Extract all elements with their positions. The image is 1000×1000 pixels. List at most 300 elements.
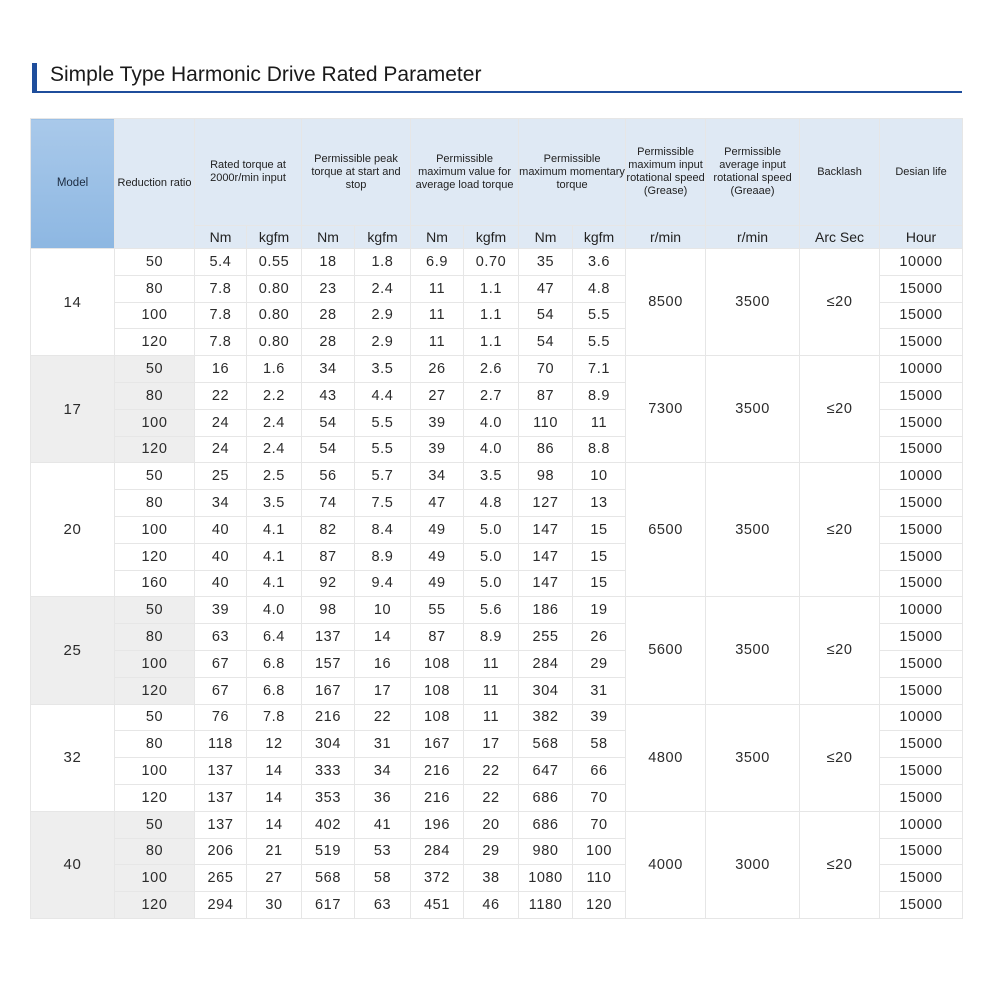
momentary-torque-nm-cell: 284 — [519, 650, 573, 677]
peak-torque-nm-cell: 28 — [302, 302, 355, 329]
average-torque-kgfm-cell: 3.5 — [464, 463, 519, 490]
design-life-cell: 15000 — [880, 650, 963, 677]
design-life-cell: 15000 — [880, 624, 963, 651]
peak-torque-kgfm-cell: 5.5 — [355, 409, 411, 436]
momentary-torque-kgfm-cell: 66 — [573, 758, 626, 785]
design-life-cell: 15000 — [880, 382, 963, 409]
table-header — [31, 119, 963, 249]
average-torque-nm-cell: 11 — [411, 329, 464, 356]
peak-torque-kgfm-cell: 5.5 — [355, 436, 411, 463]
peak-torque-kgfm-cell: 36 — [355, 784, 411, 811]
rated-torque-nm-cell: 137 — [195, 811, 247, 838]
average-torque-kgfm-cell: 5.0 — [464, 543, 519, 570]
peak-torque-kgfm-cell: 3.5 — [355, 356, 411, 383]
header-rated-torque: Rated torque at 2000r/min input — [195, 119, 302, 226]
peak-torque-nm-cell: 137 — [302, 624, 355, 651]
average-torque-kgfm-cell: 11 — [464, 677, 519, 704]
average-torque-nm-cell: 49 — [411, 543, 464, 570]
rated-torque-kgfm-cell: 0.80 — [247, 302, 302, 329]
peak-torque-kgfm-cell: 34 — [355, 758, 411, 785]
rated-torque-nm-cell: 294 — [195, 892, 247, 919]
reduction-ratio-cell: 50 — [115, 249, 195, 276]
momentary-torque-kgfm-cell: 8.9 — [573, 382, 626, 409]
avg-input-speed-cell: 3500 — [706, 597, 800, 704]
momentary-torque-kgfm-cell: 5.5 — [573, 302, 626, 329]
momentary-torque-kgfm-cell: 58 — [573, 731, 626, 758]
design-life-cell: 10000 — [880, 463, 963, 490]
peak-torque-kgfm-cell: 7.5 — [355, 490, 411, 517]
rated-torque-kgfm-cell: 6.8 — [247, 650, 302, 677]
rated-torque-kgfm-cell: 27 — [247, 865, 302, 892]
average-torque-nm-cell: 167 — [411, 731, 464, 758]
peak-torque-nm-cell: 56 — [302, 463, 355, 490]
avg-input-speed-cell: 3500 — [706, 356, 800, 463]
momentary-torque-kgfm-cell: 120 — [573, 892, 626, 919]
rated-torque-nm-cell: 39 — [195, 597, 247, 624]
rated-torque-kgfm-cell: 2.4 — [247, 436, 302, 463]
momentary-torque-kgfm-cell: 8.8 — [573, 436, 626, 463]
momentary-torque-kgfm-cell: 15 — [573, 516, 626, 543]
peak-torque-kgfm-cell: 1.8 — [355, 249, 411, 276]
reduction-ratio-cell: 100 — [115, 758, 195, 785]
peak-torque-kgfm-cell: 58 — [355, 865, 411, 892]
unit-kgfm: kgfm — [573, 226, 626, 249]
peak-torque-kgfm-cell: 14 — [355, 624, 411, 651]
peak-torque-kgfm-cell: 2.9 — [355, 329, 411, 356]
model-cell: 17 — [31, 356, 115, 463]
unit-nm: Nm — [519, 226, 573, 249]
design-life-cell: 15000 — [880, 838, 963, 865]
reduction-ratio-cell: 80 — [115, 275, 195, 302]
backlash-cell: ≤20 — [800, 249, 880, 356]
average-torque-kgfm-cell: 4.8 — [464, 490, 519, 517]
design-life-cell: 15000 — [880, 275, 963, 302]
momentary-torque-kgfm-cell: 13 — [573, 490, 626, 517]
rated-torque-kgfm-cell: 2.5 — [247, 463, 302, 490]
rated-torque-kgfm-cell: 1.6 — [247, 356, 302, 383]
backlash-cell: ≤20 — [800, 597, 880, 704]
rated-torque-kgfm-cell: 0.55 — [247, 249, 302, 276]
rated-torque-kgfm-cell: 30 — [247, 892, 302, 919]
rated-torque-nm-cell: 22 — [195, 382, 247, 409]
reduction-ratio-cell: 120 — [115, 892, 195, 919]
unit-nm: Nm — [302, 226, 355, 249]
momentary-torque-nm-cell: 110 — [519, 409, 573, 436]
peak-torque-nm-cell: 98 — [302, 597, 355, 624]
momentary-torque-kgfm-cell: 7.1 — [573, 356, 626, 383]
momentary-torque-nm-cell: 54 — [519, 302, 573, 329]
rated-torque-kgfm-cell: 3.5 — [247, 490, 302, 517]
average-torque-nm-cell: 39 — [411, 409, 464, 436]
rated-torque-nm-cell: 265 — [195, 865, 247, 892]
rated-torque-nm-cell: 24 — [195, 436, 247, 463]
header-design-life: Desian life — [880, 119, 963, 226]
unit-kgfm: kgfm — [355, 226, 411, 249]
max-input-speed-cell: 4000 — [626, 811, 706, 918]
table-body — [31, 249, 963, 919]
momentary-torque-nm-cell: 1180 — [519, 892, 573, 919]
average-torque-nm-cell: 451 — [411, 892, 464, 919]
momentary-torque-kgfm-cell: 110 — [573, 865, 626, 892]
max-input-speed-cell: 6500 — [626, 463, 706, 597]
header-model: Model — [31, 119, 115, 249]
rated-torque-kgfm-cell: 6.8 — [247, 677, 302, 704]
average-torque-nm-cell: 39 — [411, 436, 464, 463]
momentary-torque-kgfm-cell: 11 — [573, 409, 626, 436]
design-life-cell: 15000 — [880, 865, 963, 892]
reduction-ratio-cell: 50 — [115, 463, 195, 490]
rated-torque-nm-cell: 67 — [195, 650, 247, 677]
rated-torque-nm-cell: 7.8 — [195, 329, 247, 356]
design-life-cell: 10000 — [880, 811, 963, 838]
rated-torque-kgfm-cell: 2.2 — [247, 382, 302, 409]
average-torque-kgfm-cell: 20 — [464, 811, 519, 838]
design-life-cell: 15000 — [880, 570, 963, 597]
design-life-cell: 10000 — [880, 704, 963, 731]
peak-torque-nm-cell: 167 — [302, 677, 355, 704]
unit-nm: Nm — [411, 226, 464, 249]
average-torque-kgfm-cell: 1.1 — [464, 329, 519, 356]
average-torque-kgfm-cell: 29 — [464, 838, 519, 865]
peak-torque-kgfm-cell: 2.9 — [355, 302, 411, 329]
momentary-torque-nm-cell: 35 — [519, 249, 573, 276]
momentary-torque-kgfm-cell: 15 — [573, 543, 626, 570]
rated-torque-nm-cell: 40 — [195, 516, 247, 543]
peak-torque-nm-cell: 28 — [302, 329, 355, 356]
header-momentary-torque: Permissible maximum momentary torque — [519, 119, 626, 226]
momentary-torque-nm-cell: 98 — [519, 463, 573, 490]
unit-nm: Nm — [195, 226, 247, 249]
momentary-torque-kgfm-cell: 100 — [573, 838, 626, 865]
momentary-torque-nm-cell: 382 — [519, 704, 573, 731]
peak-torque-kgfm-cell: 22 — [355, 704, 411, 731]
rated-torque-nm-cell: 5.4 — [195, 249, 247, 276]
rated-torque-nm-cell: 206 — [195, 838, 247, 865]
average-torque-kgfm-cell: 5.0 — [464, 516, 519, 543]
peak-torque-nm-cell: 216 — [302, 704, 355, 731]
peak-torque-nm-cell: 54 — [302, 409, 355, 436]
peak-torque-kgfm-cell: 8.4 — [355, 516, 411, 543]
unit-kgfm: kgfm — [464, 226, 519, 249]
average-torque-nm-cell: 284 — [411, 838, 464, 865]
momentary-torque-kgfm-cell: 70 — [573, 784, 626, 811]
peak-torque-kgfm-cell: 31 — [355, 731, 411, 758]
average-torque-nm-cell: 47 — [411, 490, 464, 517]
average-torque-nm-cell: 108 — [411, 677, 464, 704]
unit-arc-sec: Arc Sec — [800, 226, 880, 249]
reduction-ratio-cell: 100 — [115, 516, 195, 543]
momentary-torque-nm-cell: 686 — [519, 811, 573, 838]
average-torque-kgfm-cell: 11 — [464, 650, 519, 677]
peak-torque-nm-cell: 333 — [302, 758, 355, 785]
title-underline — [32, 91, 962, 93]
average-torque-nm-cell: 108 — [411, 650, 464, 677]
average-torque-nm-cell: 196 — [411, 811, 464, 838]
average-torque-kgfm-cell: 4.0 — [464, 409, 519, 436]
rated-torque-kgfm-cell: 14 — [247, 758, 302, 785]
average-torque-nm-cell: 26 — [411, 356, 464, 383]
design-life-cell: 15000 — [880, 490, 963, 517]
unit-rpm: r/min — [626, 226, 706, 249]
rated-torque-nm-cell: 67 — [195, 677, 247, 704]
average-torque-nm-cell: 216 — [411, 784, 464, 811]
design-life-cell: 15000 — [880, 436, 963, 463]
backlash-cell: ≤20 — [800, 356, 880, 463]
reduction-ratio-cell: 80 — [115, 624, 195, 651]
reduction-ratio-cell: 80 — [115, 490, 195, 517]
peak-torque-kgfm-cell: 2.4 — [355, 275, 411, 302]
peak-torque-kgfm-cell: 5.7 — [355, 463, 411, 490]
design-life-cell: 10000 — [880, 356, 963, 383]
design-life-cell: 15000 — [880, 758, 963, 785]
reduction-ratio-cell: 120 — [115, 329, 195, 356]
peak-torque-kgfm-cell: 10 — [355, 597, 411, 624]
table-row — [31, 704, 963, 731]
avg-input-speed-cell: 3000 — [706, 811, 800, 918]
average-torque-kgfm-cell: 38 — [464, 865, 519, 892]
momentary-torque-nm-cell: 147 — [519, 570, 573, 597]
average-torque-kgfm-cell: 22 — [464, 784, 519, 811]
average-torque-nm-cell: 55 — [411, 597, 464, 624]
peak-torque-nm-cell: 82 — [302, 516, 355, 543]
momentary-torque-kgfm-cell: 4.8 — [573, 275, 626, 302]
rated-torque-nm-cell: 25 — [195, 463, 247, 490]
rated-torque-nm-cell: 118 — [195, 731, 247, 758]
rated-torque-nm-cell: 16 — [195, 356, 247, 383]
table-row — [31, 811, 963, 838]
rated-torque-nm-cell: 40 — [195, 543, 247, 570]
average-torque-kgfm-cell: 4.0 — [464, 436, 519, 463]
momentary-torque-kgfm-cell: 26 — [573, 624, 626, 651]
reduction-ratio-cell: 120 — [115, 784, 195, 811]
peak-torque-nm-cell: 43 — [302, 382, 355, 409]
momentary-torque-nm-cell: 47 — [519, 275, 573, 302]
momentary-torque-kgfm-cell: 10 — [573, 463, 626, 490]
reduction-ratio-cell: 120 — [115, 677, 195, 704]
average-torque-nm-cell: 87 — [411, 624, 464, 651]
reduction-ratio-cell: 50 — [115, 597, 195, 624]
peak-torque-nm-cell: 402 — [302, 811, 355, 838]
peak-torque-nm-cell: 304 — [302, 731, 355, 758]
rated-torque-kgfm-cell: 2.4 — [247, 409, 302, 436]
peak-torque-kgfm-cell: 17 — [355, 677, 411, 704]
momentary-torque-nm-cell: 87 — [519, 382, 573, 409]
avg-input-speed-cell: 3500 — [706, 249, 800, 356]
momentary-torque-nm-cell: 568 — [519, 731, 573, 758]
design-life-cell: 15000 — [880, 329, 963, 356]
average-torque-nm-cell: 11 — [411, 275, 464, 302]
rated-torque-kgfm-cell: 4.1 — [247, 543, 302, 570]
rated-torque-kgfm-cell: 4.0 — [247, 597, 302, 624]
peak-torque-nm-cell: 568 — [302, 865, 355, 892]
header-peak-torque: Permissible peak torque at start and stop — [302, 119, 411, 226]
momentary-torque-nm-cell: 647 — [519, 758, 573, 785]
rated-torque-kgfm-cell: 4.1 — [247, 570, 302, 597]
momentary-torque-kgfm-cell: 19 — [573, 597, 626, 624]
max-input-speed-cell: 7300 — [626, 356, 706, 463]
average-torque-nm-cell: 34 — [411, 463, 464, 490]
model-cell: 40 — [31, 811, 115, 918]
momentary-torque-kgfm-cell: 31 — [573, 677, 626, 704]
reduction-ratio-cell: 100 — [115, 865, 195, 892]
unit-hour: Hour — [880, 226, 963, 249]
momentary-torque-kgfm-cell: 70 — [573, 811, 626, 838]
design-life-cell: 15000 — [880, 892, 963, 919]
momentary-torque-kgfm-cell: 15 — [573, 570, 626, 597]
peak-torque-kgfm-cell: 8.9 — [355, 543, 411, 570]
rated-torque-kgfm-cell: 14 — [247, 784, 302, 811]
design-life-cell: 15000 — [880, 516, 963, 543]
peak-torque-nm-cell: 157 — [302, 650, 355, 677]
average-torque-kgfm-cell: 1.1 — [464, 302, 519, 329]
rated-torque-kgfm-cell: 14 — [247, 811, 302, 838]
momentary-torque-nm-cell: 70 — [519, 356, 573, 383]
reduction-ratio-cell: 80 — [115, 731, 195, 758]
model-cell: 25 — [31, 597, 115, 704]
peak-torque-nm-cell: 74 — [302, 490, 355, 517]
momentary-torque-nm-cell: 980 — [519, 838, 573, 865]
momentary-torque-nm-cell: 1080 — [519, 865, 573, 892]
rated-torque-nm-cell: 137 — [195, 784, 247, 811]
rated-torque-nm-cell: 137 — [195, 758, 247, 785]
average-torque-nm-cell: 372 — [411, 865, 464, 892]
momentary-torque-nm-cell: 186 — [519, 597, 573, 624]
table-row — [31, 249, 963, 276]
peak-torque-nm-cell: 87 — [302, 543, 355, 570]
momentary-torque-nm-cell: 147 — [519, 543, 573, 570]
unit-rpm: r/min — [706, 226, 800, 249]
average-torque-kgfm-cell: 46 — [464, 892, 519, 919]
reduction-ratio-cell: 100 — [115, 302, 195, 329]
reduction-ratio-cell: 80 — [115, 838, 195, 865]
average-torque-nm-cell: 27 — [411, 382, 464, 409]
peak-torque-kgfm-cell: 63 — [355, 892, 411, 919]
model-cell: 32 — [31, 704, 115, 811]
avg-input-speed-cell: 3500 — [706, 463, 800, 597]
max-input-speed-cell: 8500 — [626, 249, 706, 356]
peak-torque-kgfm-cell: 53 — [355, 838, 411, 865]
model-cell: 14 — [31, 249, 115, 356]
average-torque-kgfm-cell: 11 — [464, 704, 519, 731]
average-torque-kgfm-cell: 0.70 — [464, 249, 519, 276]
rated-torque-nm-cell: 76 — [195, 704, 247, 731]
design-life-cell: 15000 — [880, 784, 963, 811]
momentary-torque-kgfm-cell: 29 — [573, 650, 626, 677]
peak-torque-nm-cell: 353 — [302, 784, 355, 811]
max-input-speed-cell: 4800 — [626, 704, 706, 811]
average-torque-kgfm-cell: 1.1 — [464, 275, 519, 302]
average-torque-kgfm-cell: 2.6 — [464, 356, 519, 383]
rated-torque-nm-cell: 34 — [195, 490, 247, 517]
rated-torque-nm-cell: 7.8 — [195, 302, 247, 329]
peak-torque-nm-cell: 617 — [302, 892, 355, 919]
momentary-torque-kgfm-cell: 3.6 — [573, 249, 626, 276]
reduction-ratio-cell: 50 — [115, 356, 195, 383]
header-average-load-torque: Permissible maximum value for average load torque — [411, 119, 519, 226]
rated-torque-kgfm-cell: 0.80 — [247, 275, 302, 302]
design-life-cell: 10000 — [880, 249, 963, 276]
rated-torque-nm-cell: 7.8 — [195, 275, 247, 302]
design-life-cell: 15000 — [880, 543, 963, 570]
table-row — [31, 356, 963, 383]
peak-torque-nm-cell: 519 — [302, 838, 355, 865]
momentary-torque-nm-cell: 304 — [519, 677, 573, 704]
momentary-torque-nm-cell: 127 — [519, 490, 573, 517]
average-torque-kgfm-cell: 2.7 — [464, 382, 519, 409]
reduction-ratio-cell: 100 — [115, 650, 195, 677]
header-backlash: Backlash — [800, 119, 880, 226]
average-torque-nm-cell: 6.9 — [411, 249, 464, 276]
reduction-ratio-cell: 100 — [115, 409, 195, 436]
design-life-cell: 15000 — [880, 677, 963, 704]
peak-torque-kgfm-cell: 16 — [355, 650, 411, 677]
peak-torque-kgfm-cell: 4.4 — [355, 382, 411, 409]
reduction-ratio-cell: 160 — [115, 570, 195, 597]
average-torque-kgfm-cell: 5.0 — [464, 570, 519, 597]
table-row — [31, 463, 963, 490]
peak-torque-nm-cell: 54 — [302, 436, 355, 463]
header-avg-input-speed: Permissible average input rotational speed (Greaae) — [706, 119, 800, 226]
rated-torque-nm-cell: 24 — [195, 409, 247, 436]
header-max-input-speed: Permissible maximum input rotational speed (Grease) — [626, 119, 706, 226]
peak-torque-nm-cell: 18 — [302, 249, 355, 276]
average-torque-kgfm-cell: 8.9 — [464, 624, 519, 651]
average-torque-nm-cell: 11 — [411, 302, 464, 329]
average-torque-nm-cell: 108 — [411, 704, 464, 731]
rated-torque-kgfm-cell: 6.4 — [247, 624, 302, 651]
momentary-torque-nm-cell: 54 — [519, 329, 573, 356]
momentary-torque-nm-cell: 147 — [519, 516, 573, 543]
peak-torque-kgfm-cell: 41 — [355, 811, 411, 838]
model-cell: 20 — [31, 463, 115, 597]
reduction-ratio-cell: 120 — [115, 436, 195, 463]
momentary-torque-kgfm-cell: 39 — [573, 704, 626, 731]
header-row-titles — [31, 119, 963, 226]
backlash-cell: ≤20 — [800, 463, 880, 597]
rated-torque-nm-cell: 40 — [195, 570, 247, 597]
unit-kgfm: kgfm — [247, 226, 302, 249]
average-torque-kgfm-cell: 22 — [464, 758, 519, 785]
momentary-torque-nm-cell: 686 — [519, 784, 573, 811]
momentary-torque-nm-cell: 86 — [519, 436, 573, 463]
average-torque-nm-cell: 216 — [411, 758, 464, 785]
avg-input-speed-cell: 3500 — [706, 704, 800, 811]
peak-torque-kgfm-cell: 9.4 — [355, 570, 411, 597]
backlash-cell: ≤20 — [800, 811, 880, 918]
rated-torque-kgfm-cell: 0.80 — [247, 329, 302, 356]
design-life-cell: 15000 — [880, 302, 963, 329]
peak-torque-nm-cell: 92 — [302, 570, 355, 597]
rated-torque-kgfm-cell: 4.1 — [247, 516, 302, 543]
peak-torque-nm-cell: 34 — [302, 356, 355, 383]
reduction-ratio-cell: 50 — [115, 704, 195, 731]
reduction-ratio-cell: 50 — [115, 811, 195, 838]
max-input-speed-cell: 5600 — [626, 597, 706, 704]
page-title: Simple Type Harmonic Drive Rated Parameter — [50, 63, 482, 86]
average-torque-nm-cell: 49 — [411, 516, 464, 543]
design-life-cell: 15000 — [880, 731, 963, 758]
peak-torque-nm-cell: 23 — [302, 275, 355, 302]
momentary-torque-nm-cell: 255 — [519, 624, 573, 651]
reduction-ratio-cell: 120 — [115, 543, 195, 570]
average-torque-nm-cell: 49 — [411, 570, 464, 597]
header-reduction-ratio: Reduction ratio — [115, 119, 195, 249]
design-life-cell: 15000 — [880, 409, 963, 436]
rated-torque-kgfm-cell: 12 — [247, 731, 302, 758]
momentary-torque-kgfm-cell: 5.5 — [573, 329, 626, 356]
rated-torque-kgfm-cell: 7.8 — [247, 704, 302, 731]
reduction-ratio-cell: 80 — [115, 382, 195, 409]
